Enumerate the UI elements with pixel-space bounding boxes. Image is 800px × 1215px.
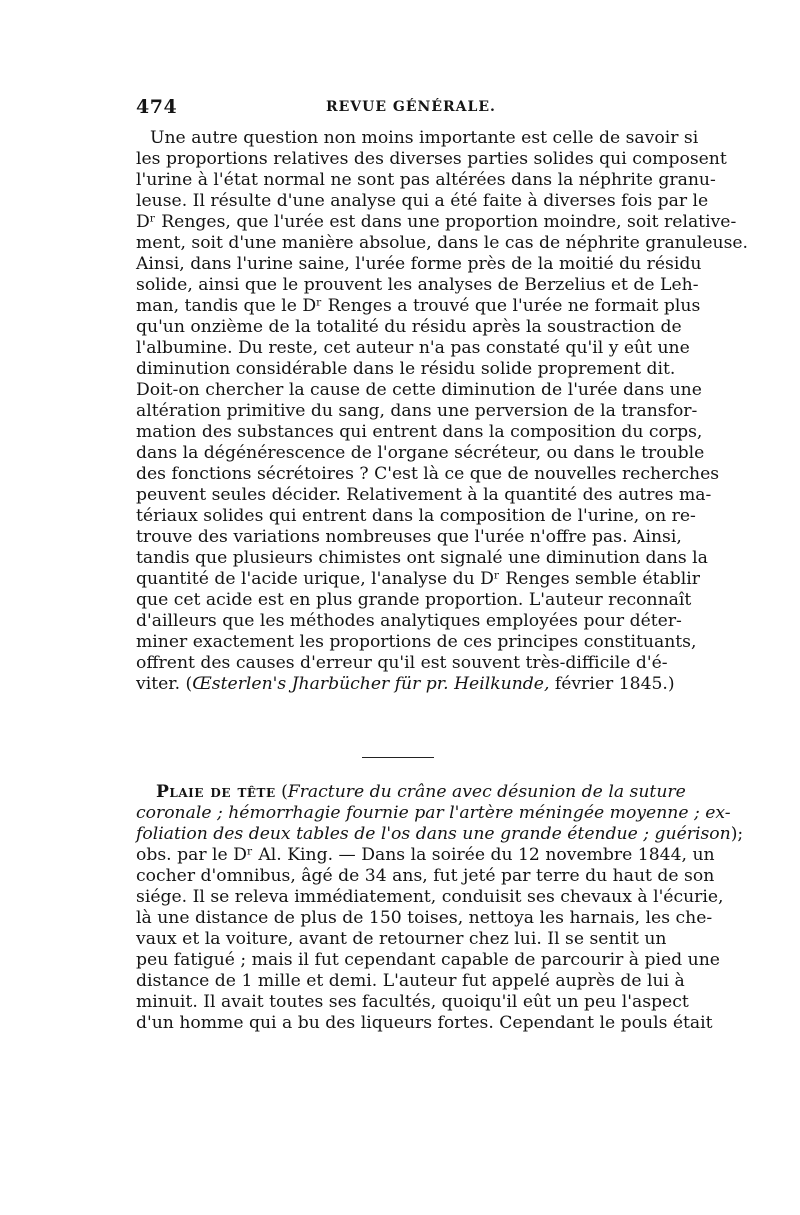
text-line: minuit. Il avait toutes ses facultés, quoiqu'il eût un peu l'aspect: [136, 992, 689, 1012]
section-subtitle-2: coronale ; hémorrhagie fournie par l'artère méningée moyenne ; ex-: [136, 803, 731, 823]
section-subtitle-line: [136, 803, 731, 824]
text-line: l'albumine. Du reste, cet auteur n'a pas constaté qu'il y eût une: [136, 338, 690, 358]
section-subtitle-1: Fracture du crâne avec désunion de la suture: [287, 782, 686, 802]
text-line: Dʳ Renges, que l'urée est dans une proportion moindre, soit relative-: [136, 212, 737, 232]
page-number: 474: [136, 96, 178, 118]
text-line: d'un homme qui a bu des liqueurs fortes. Cependant le pouls était: [136, 1013, 713, 1033]
citation-line: [136, 674, 675, 695]
text-line: d'ailleurs que les méthodes analytiques employées pour déter-: [136, 611, 682, 631]
text-line: tandis que plusieurs chimistes ont signalé une diminution dans la: [136, 548, 708, 568]
text-line: cocher d'omnibus, âgé de 34 ans, fut jeté par terre du haut de son: [136, 866, 715, 886]
text-line: vaux et la voiture, avant de retourner chez lui. Il se sentit un: [136, 929, 667, 949]
citation-date: février 1845.): [549, 674, 675, 694]
text-line: dans la dégénérescence de l'organe sécréteur, ou dans le trouble: [136, 443, 705, 463]
text-line: altération primitive du sang, dans une perversion de la transfor-: [136, 401, 698, 421]
running-head: REVUE GÉNÉRALE.: [326, 99, 496, 115]
text-line: peuvent seules décider. Relativement à la quantité des autres ma-: [136, 485, 712, 505]
text-line: obs. par le Dʳ Al. King. — Dans la soirée du 12 novembre 1844, un: [136, 845, 715, 865]
text-line: l'urine à l'état normal ne sont pas altérées dans la néphrite granu-: [136, 170, 716, 190]
section-subtitle-line: [136, 824, 744, 845]
text-line: Doit-on chercher la cause de cette diminution de l'urée dans une: [136, 380, 702, 400]
section-title-line: [136, 782, 686, 803]
text-line: ment, soit d'une manière absolue, dans le cas de néphrite granuleuse.: [136, 233, 749, 253]
text-line: Une autre question non moins importante est celle de savoir si: [150, 128, 699, 148]
page-header: [136, 96, 666, 124]
text-line: des fonctions sécrétoires ? C'est là ce que de nouvelles recherches: [136, 464, 720, 484]
text-line: là une distance de plus de 150 toises, nettoya les harnais, les che-: [136, 908, 713, 928]
text-line: offrent des causes d'erreur qu'il est souvent très-difficile d'é-: [136, 653, 668, 673]
text-line: les proportions relatives des diverses parties solides qui composent: [136, 149, 727, 169]
text-line: diminution considérable dans le résidu solide proprement dit.: [136, 359, 676, 379]
text-line: trouve des variations nombreuses que l'urée n'offre pas. Ainsi,: [136, 527, 682, 547]
text-line: peu fatigué ; mais il fut cependant capable de parcourir à pied une: [136, 950, 720, 970]
title-paren-open: (: [275, 782, 288, 802]
text-line: distance de 1 mille et demi. L'auteur fut appelé auprès de lui à: [136, 971, 685, 991]
section-title: Plaie de tête: [156, 782, 276, 802]
paragraph-head-wound: [136, 782, 744, 1034]
paragraph-urine-analysis: [136, 128, 749, 695]
text-line: qu'un onzième de la totalité du résidu après la soustraction de: [136, 317, 682, 337]
text-line: Ainsi, dans l'urine saine, l'urée forme près de la moitié du résidu: [136, 254, 702, 274]
text-line: tériaux solides qui entrent dans la composition de l'urine, on re-: [136, 506, 696, 526]
text-line: mation des substances qui entrent dans la composition du corps,: [136, 422, 703, 442]
text-line: que cet acide est en plus grande proportion. L'auteur reconnaît: [136, 590, 692, 610]
title-paren-close: );: [730, 824, 744, 844]
section-separator: [362, 757, 434, 758]
citation-prefix: viter. (: [136, 674, 193, 694]
section-subtitle-3: foliation des deux tables de l'os dans une grande étendue ; guérison: [136, 824, 731, 844]
citation-source: Œsterlen's Jharbücher für pr. Heilkunde,: [192, 674, 550, 694]
text-line: man, tandis que le Dʳ Renges a trouvé que l'urée ne formait plus: [136, 296, 701, 316]
text-line: quantité de l'acide urique, l'analyse du Dʳ Renges semble établir: [136, 569, 700, 589]
text-line: miner exactement les proportions de ces principes constituants,: [136, 632, 697, 652]
text-line: siége. Il se releva immédiatement, conduisit ses chevaux à l'écurie,: [136, 887, 724, 907]
text-line: solide, ainsi que le prouvent les analyses de Berzelius et de Leh-: [136, 275, 699, 295]
text-line: leuse. Il résulte d'une analyse qui a été faite à diverses fois par le: [136, 191, 709, 211]
